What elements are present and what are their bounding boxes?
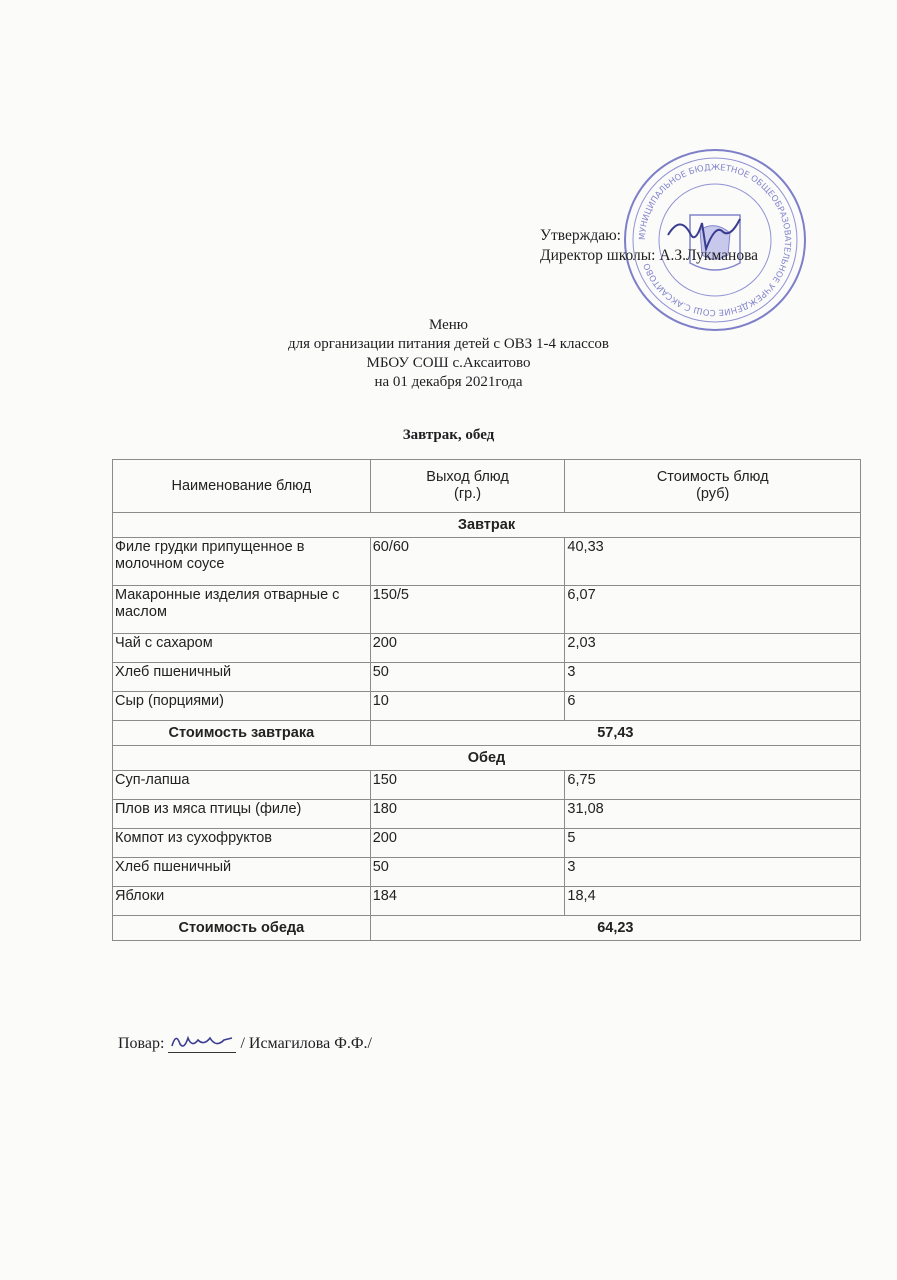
table-row	[113, 771, 861, 800]
col-header-weight-l1: Выход блюд	[426, 469, 509, 485]
col-header-cost-l1: Стоимость блюд	[656, 469, 769, 485]
header-date: на 01 декабря 2021года	[374, 374, 523, 390]
dish-name: Хлеб пшеничный	[113, 663, 371, 692]
col-header-name: Наименование блюд	[113, 460, 371, 513]
cook-signature	[168, 1030, 236, 1053]
table-row	[113, 858, 861, 887]
cook-label: Повар:	[118, 1035, 165, 1052]
lunch-total-row	[113, 916, 861, 941]
col-header-cost-l2: (руб)	[696, 486, 730, 502]
dish-weight: 150	[370, 771, 565, 800]
menu-table	[112, 459, 861, 941]
dish-name: Суп-лапша	[113, 771, 371, 800]
dish-name: Филе грудки припущенное в молочном соусе	[113, 538, 371, 586]
director-line: Директор школы: А.З.Лукманова	[540, 247, 759, 264]
dish-weight: 60/60	[370, 538, 565, 586]
dish-cost: 31,08	[565, 800, 861, 829]
lunch-section-row	[113, 746, 861, 771]
table-row	[113, 800, 861, 829]
dish-weight: 150/5	[370, 586, 565, 634]
dish-name: Яблоки	[113, 887, 371, 916]
dish-weight: 180	[370, 800, 565, 829]
breakfast-title: Завтрак	[113, 513, 861, 538]
dish-name: Сыр (порциями)	[113, 692, 371, 721]
header-title: Меню	[428, 317, 469, 333]
breakfast-total-value: 57,43	[370, 721, 860, 746]
lunch-total-value: 64,23	[370, 916, 860, 941]
dish-cost: 18,4	[565, 887, 861, 916]
dish-cost: 40,33	[565, 538, 861, 586]
dish-cost: 3	[565, 663, 861, 692]
col-header-weight-l2: (гр.)	[454, 486, 482, 502]
table-row	[113, 829, 861, 858]
col-header-cost	[565, 460, 861, 513]
header-school: МБОУ СОШ с.Аксаитово	[366, 355, 531, 371]
table-row	[113, 663, 861, 692]
dish-name: Чай с сахаром	[113, 634, 371, 663]
cook-name: / Исмагилова Ф.Ф./	[240, 1035, 372, 1052]
director-signature	[660, 205, 750, 260]
dish-cost: 6,75	[565, 771, 861, 800]
table-row	[113, 692, 861, 721]
dish-cost: 2,03	[565, 634, 861, 663]
dish-weight: 200	[370, 829, 565, 858]
dish-weight: 184	[370, 887, 565, 916]
table-row	[113, 538, 861, 586]
table-row	[113, 634, 861, 663]
dish-cost: 5	[565, 829, 861, 858]
table-row	[113, 887, 861, 916]
lunch-title: Обед	[113, 746, 861, 771]
dish-weight: 10	[370, 692, 565, 721]
svg-text:МУНИЦИПАЛЬНОЕ БЮДЖЕТНОЕ ОБЩЕОБ: МУНИЦИПАЛЬНОЕ БЮДЖЕТНОЕ ОБЩЕОБРАЗОВАТЕЛЬНОЕ УЧРЕЖДЕНИЕ СОШ С.АКСАИТОВО	[637, 162, 793, 318]
table-header-row	[113, 460, 861, 513]
dish-name: Хлеб пшеничный	[113, 858, 371, 887]
col-header-weight	[370, 460, 565, 513]
dish-weight: 200	[370, 634, 565, 663]
dish-weight: 50	[370, 663, 565, 692]
dish-name: Плов из мяса птицы (филе)	[113, 800, 371, 829]
dish-cost: 3	[565, 858, 861, 887]
header-purpose: для организации питания детей с ОВЗ 1-4 классов	[287, 336, 610, 352]
section-title: Завтрак, обед	[402, 427, 495, 443]
dish-cost: 6,07	[565, 586, 861, 634]
dish-name: Компот из сухофруктов	[113, 829, 371, 858]
breakfast-section-row	[113, 513, 861, 538]
approval-title: Утверждаю:	[540, 227, 621, 244]
cook-line	[118, 1030, 372, 1053]
table-row	[113, 586, 861, 634]
breakfast-total-label: Стоимость завтрака	[113, 721, 371, 746]
document-header	[0, 316, 897, 392]
breakfast-total-row	[113, 721, 861, 746]
dish-weight: 50	[370, 858, 565, 887]
lunch-total-label: Стоимость обеда	[113, 916, 371, 941]
dish-cost: 6	[565, 692, 861, 721]
dish-name: Макаронные изделия отварные с маслом	[113, 586, 371, 634]
